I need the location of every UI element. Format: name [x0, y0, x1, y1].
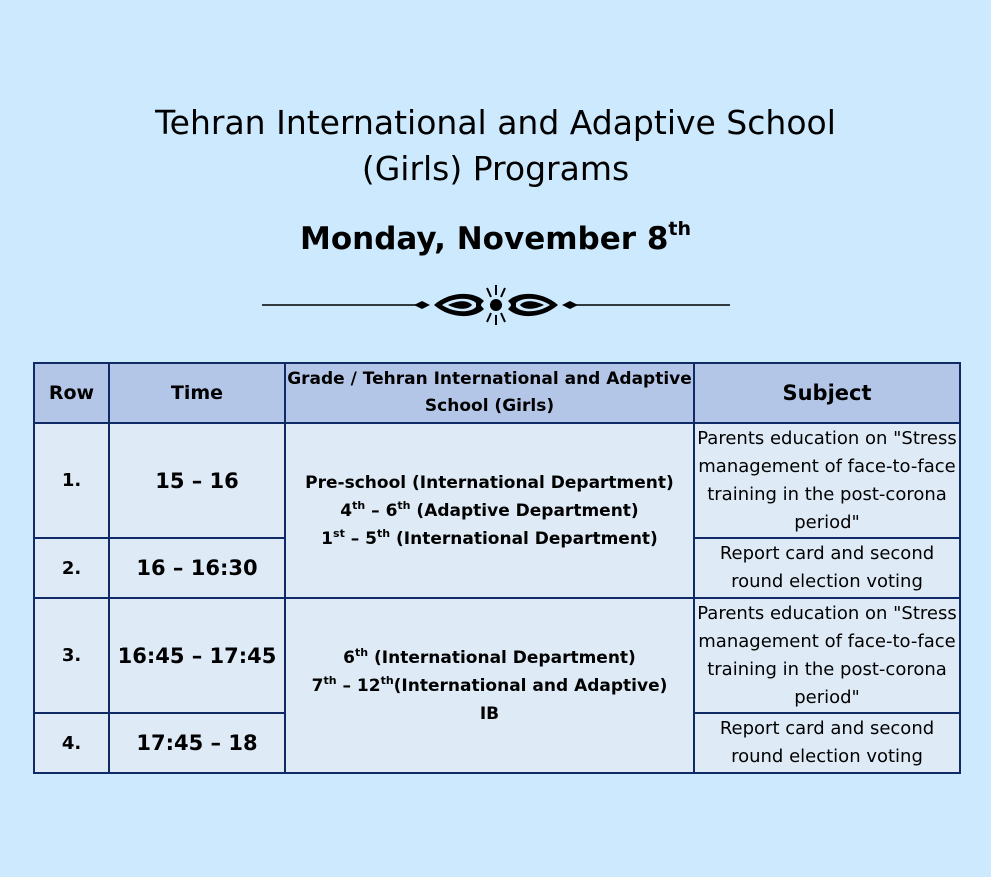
row-time: 16 – 16:30	[109, 538, 285, 598]
table-row	[34, 423, 960, 538]
row-time: 17:45 – 18	[109, 713, 285, 773]
table-header-row	[34, 363, 960, 423]
row-number: 1.	[34, 423, 109, 538]
date-suffix: th	[668, 218, 691, 240]
schedule-table	[33, 362, 961, 774]
page-title	[0, 100, 991, 192]
row-subject: Parents education on "Stress management of face-to-face training in the post-corona period"	[694, 598, 960, 713]
row-subject: Parents education on "Stress management of face-to-face training in the post-corona period"	[694, 423, 960, 538]
grade-line: 1st – 5th (International Department)	[321, 526, 658, 549]
column-header-subject: Subject	[694, 363, 960, 423]
title-line-2: (Girls) Programs	[361, 149, 630, 188]
date-text: Monday, November 8	[300, 221, 669, 257]
column-header-time: Time	[109, 363, 285, 423]
ornament-divider-icon	[262, 283, 730, 329]
grade-line: IB	[479, 703, 500, 724]
grade-line: Pre-school (International Department)	[305, 472, 674, 493]
row-number: 2.	[34, 538, 109, 598]
grade-line: 7th – 12th(International and Adaptive)	[311, 673, 668, 696]
column-header-row: Row	[34, 363, 109, 423]
grade-group-1	[285, 423, 694, 598]
title-line-1: Tehran International and Adaptive School	[155, 103, 836, 142]
event-date	[0, 217, 991, 261]
column-header-grade: Grade / Tehran International and Adaptive School (Girls)	[285, 363, 694, 423]
row-subject: Report card and second round election voting	[694, 538, 960, 598]
row-number: 3.	[34, 598, 109, 713]
row-number: 4.	[34, 713, 109, 773]
grade-group-2	[285, 598, 694, 773]
row-time: 16:45 – 17:45	[109, 598, 285, 713]
grade-line: 6th (International Department)	[343, 645, 636, 668]
row-time: 15 – 16	[109, 423, 285, 538]
table-row	[34, 598, 960, 713]
grade-line: 4th – 6th (Adaptive Department)	[340, 498, 639, 521]
row-subject: Report card and second round election voting	[694, 713, 960, 773]
